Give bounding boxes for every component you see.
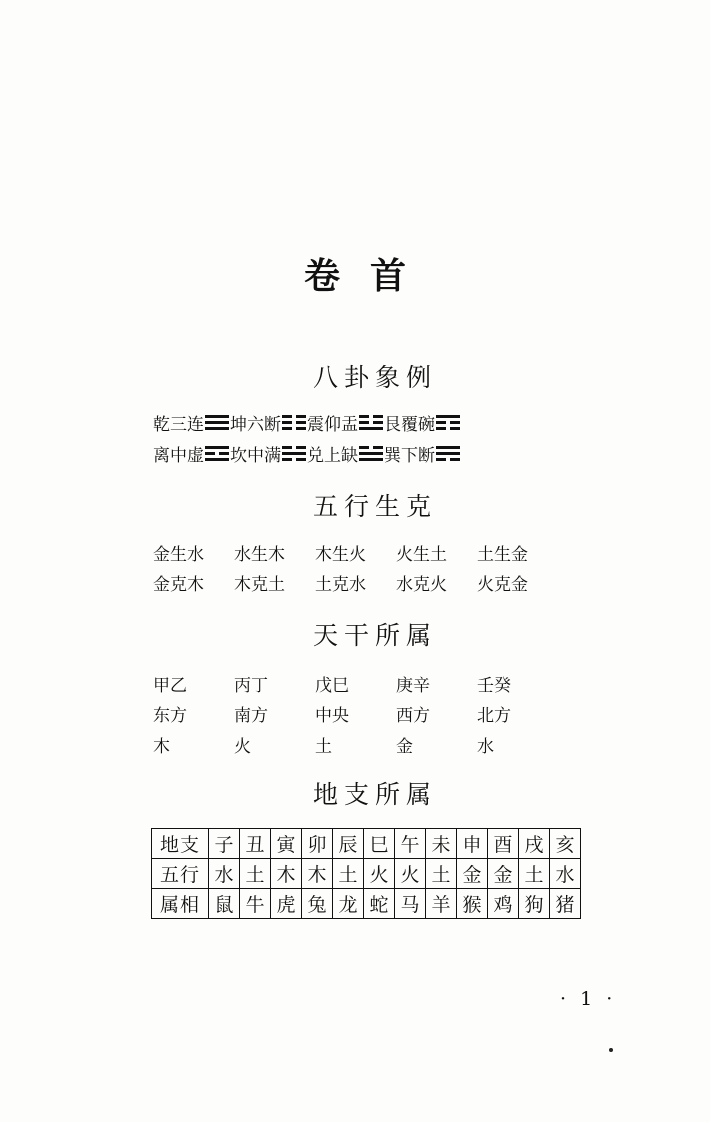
grid-cell: 木生火 [315,545,366,565]
section-title-bagua: 八卦象例 [312,363,437,392]
tiangan-directions-row [153,701,558,726]
table-cell: 戌 [519,829,550,859]
section-title-wuxing: 五行生克 [312,492,437,521]
table-cell: 亥 [550,829,581,859]
grid-cell: 火 [234,737,251,757]
table-row [152,829,581,859]
table-cell: 木 [271,859,302,889]
grid-cell: 戊巳 [315,676,349,696]
trigram-label: 震仰盂 [307,415,358,435]
table-cell: 子 [209,829,240,859]
table-row [152,889,581,919]
grid-cell: 北方 [477,706,511,726]
table-cell: 虎 [271,889,302,919]
table-cell: 酉 [488,829,519,859]
grid-cell: 土 [315,737,332,757]
table-cell: 猪 [550,889,581,919]
table-cell: 卯 [302,829,333,859]
grid-cell: 金 [396,737,413,757]
print-speck [609,1048,613,1052]
grid-cell: 木 [153,737,170,757]
grid-cell: 南方 [234,706,268,726]
trigram-label: 坎中满 [230,446,281,466]
table-cell: 火 [364,859,395,889]
trigram-label: 艮覆碗 [384,415,435,435]
trigram-label: 巽下断 [384,446,435,466]
trigram-symbol-icon [436,446,460,461]
trigram-symbol-icon [282,446,306,461]
table-cell: 土 [519,859,550,889]
table-cell: 火 [395,859,426,889]
grid-cell: 水克火 [396,575,447,595]
trigram-item [307,410,384,435]
table-cell: 马 [395,889,426,919]
grid-cell: 东方 [153,706,187,726]
table-cell: 木 [302,859,333,889]
row-header-cell: 地支 [152,829,209,859]
dizhi-table [151,828,581,919]
table-row [152,859,581,889]
wuxing-ke-row [153,570,558,595]
trigram-symbol-icon [205,415,229,430]
table-cell: 土 [426,859,457,889]
row-header-cell: 五行 [152,859,209,889]
grid-cell: 金克木 [153,575,204,595]
trigram-symbol-icon [282,415,306,430]
grid-cell: 火克金 [477,575,528,595]
grid-cell: 水生木 [234,545,285,565]
table-cell: 辰 [333,829,364,859]
trigram-label: 兑上缺 [307,446,358,466]
trigram-label: 坤六断 [230,415,281,435]
trigram-label: 离中虚 [153,446,204,466]
table-cell: 金 [457,859,488,889]
trigram-label: 乾三连 [153,415,204,435]
page-number: · 1 · [560,988,617,1010]
trigram-item [384,441,461,466]
grid-cell: 土生金 [477,545,528,565]
tiangan-stems-row [153,671,558,696]
trigram-item [153,410,230,435]
wuxing-sheng-row [153,540,558,565]
section-title-tiangan: 天干所属 [312,621,437,650]
trigram-symbol-icon [359,415,383,430]
grid-cell: 中央 [315,706,349,726]
table-cell: 寅 [271,829,302,859]
table-cell: 申 [457,829,488,859]
trigram-symbol-icon [436,415,460,430]
grid-cell: 土克水 [315,575,366,595]
table-cell: 金 [488,859,519,889]
table-cell: 狗 [519,889,550,919]
grid-cell: 火生土 [396,545,447,565]
table-cell: 水 [209,859,240,889]
bagua-line-2 [153,441,461,466]
trigram-symbol-icon [205,446,229,461]
table-cell: 龙 [333,889,364,919]
table-cell: 午 [395,829,426,859]
grid-cell: 水 [477,737,494,757]
table-cell: 未 [426,829,457,859]
trigram-item [230,441,307,466]
section-title-dizhi: 地支所属 [312,780,437,809]
trigram-symbol-icon [359,446,383,461]
table-cell: 土 [333,859,364,889]
chapter-title: 卷首 [303,255,436,297]
table-cell: 牛 [240,889,271,919]
table-cell: 土 [240,859,271,889]
table-cell: 丑 [240,829,271,859]
trigram-item [230,410,307,435]
trigram-item [307,441,384,466]
grid-cell: 丙丁 [234,676,268,696]
grid-cell: 庚辛 [396,676,430,696]
table-cell: 蛇 [364,889,395,919]
grid-cell: 西方 [396,706,430,726]
table-cell: 鸡 [488,889,519,919]
row-header-cell: 属相 [152,889,209,919]
table-cell: 羊 [426,889,457,919]
grid-cell: 甲乙 [153,676,187,696]
trigram-item [153,441,230,466]
grid-cell: 壬癸 [477,676,511,696]
table-cell: 兔 [302,889,333,919]
table-cell: 水 [550,859,581,889]
table-cell: 猴 [457,889,488,919]
tiangan-elements-row [153,732,558,757]
table-cell: 巳 [364,829,395,859]
bagua-line-1 [153,410,461,435]
trigram-item [384,410,461,435]
grid-cell: 金生水 [153,545,204,565]
table-cell: 鼠 [209,889,240,919]
grid-cell: 木克土 [234,575,285,595]
